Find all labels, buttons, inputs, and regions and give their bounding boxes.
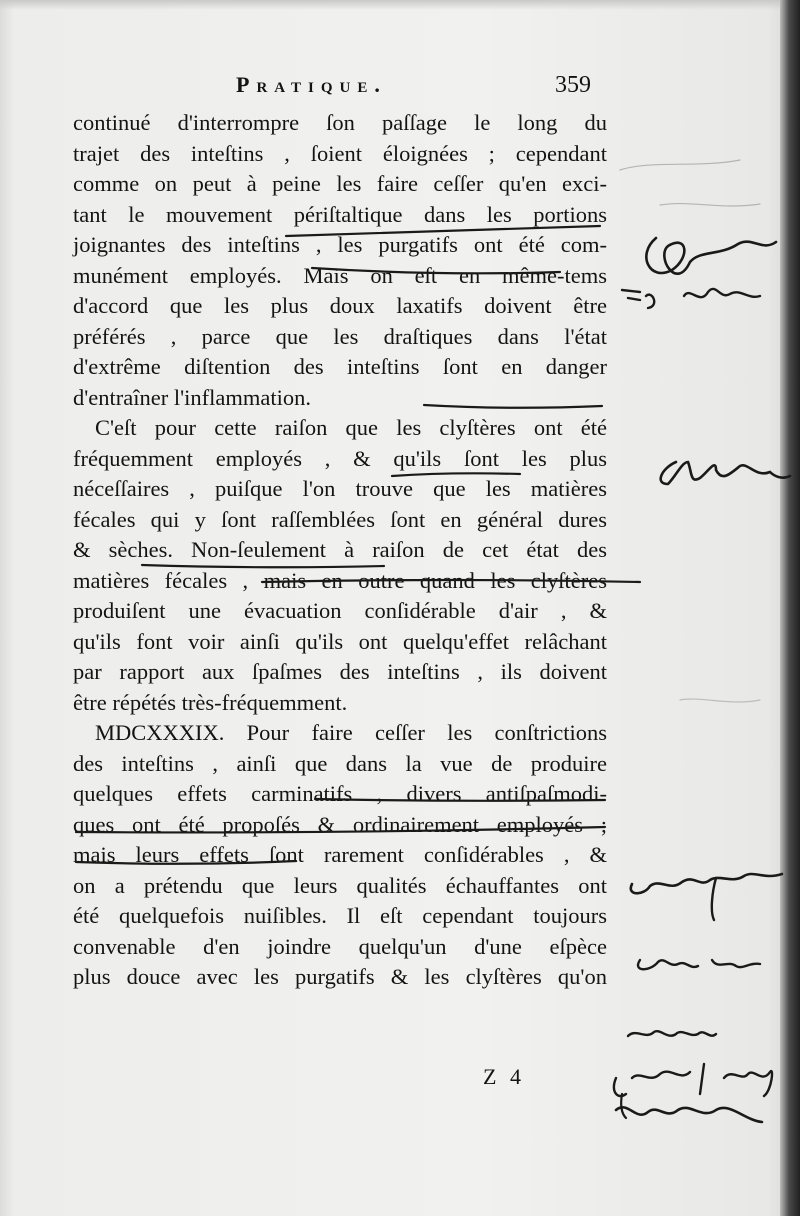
text-line: qu'ils font voir ainſi qu'ils ont quelqu'effet relâchant [73, 628, 607, 654]
text-line: d'entraîner l'inflammation. [73, 384, 312, 410]
text-line: munément employés. Mais on eſt en même-tems [73, 262, 607, 288]
binding-edge [780, 0, 800, 1216]
text-line: d'extrême diſtention des inteſtins ſont en danger [73, 354, 607, 379]
margin-scribble [628, 1031, 716, 1036]
page-top-shadow [0, 0, 780, 10]
text-line: quelques effets carminatifs , divers antiſpaſmodi- [73, 781, 607, 806]
margin-scribble [646, 238, 776, 274]
text-line: des inteſtins , ainſi que dans la vue de produire [73, 750, 607, 776]
text-line: convenable d'en joindre quelqu'un d'une eſpèce [73, 933, 607, 959]
text-line: plus douce avec les purgatifs & les clyſtères qu'on [73, 964, 607, 989]
text-line: MDCXXXIX. Pour faire ceſſer les conſtrictions [95, 720, 607, 745]
text-line: tant le mouvement périſtaltique dans les portions [73, 201, 607, 227]
text-line: fécales qui y ſont raſſemblées ſont en général dures [73, 506, 607, 532]
margin-scribble [684, 289, 760, 297]
text-line: ques ont été propoſés & ordinairement employés ; [73, 811, 607, 837]
margin-scribble [616, 1107, 762, 1122]
margin-scribble [638, 960, 760, 969]
margin-scribble [680, 699, 760, 702]
margin-scribble [614, 1064, 772, 1096]
running-head: Pratique. [236, 72, 387, 97]
text-line: on a prétendu que leurs qualités échauffantes ont [73, 872, 607, 898]
text-line: fréquemment employés , & qu'ils ſont les plus [73, 445, 607, 471]
text-line: être répétés très-fréquemment. [73, 689, 348, 715]
margin-scribble [712, 878, 716, 920]
text-line: matières fécales , mais en outre quand les clyſtères [73, 567, 607, 593]
text-line: préférés , parce que les draſtiques dans l'état [73, 323, 607, 349]
text-line: été quelquefois nuiſibles. Il eſt cependant toujours [73, 903, 607, 928]
text-line: & sèches. Non-ſeulement à raiſon de cet état des [73, 537, 607, 562]
margin-scribble [621, 1094, 626, 1118]
text-line: néceſſaires , puiſque l'on trouve que les matières [73, 476, 607, 501]
text-line: d'accord que les plus doux laxatifs doivent être [73, 293, 607, 318]
text-line: mais leurs effets ſont rarement conſidérables , & [73, 842, 607, 867]
text-line: produiſent une évacuation conſidérable d'air , & [73, 598, 607, 623]
margin-scribble [631, 874, 782, 893]
body-text [73, 108, 607, 993]
text-line: trajet des inteſtins , ſoient éloignées ; cependant [73, 140, 607, 166]
margin-scribble [622, 290, 654, 308]
text-line: continué d'interrompre ſon paſſage le long du [73, 110, 607, 135]
text-line: C'eſt pour cette raiſon que les clyſtères ont été [95, 415, 607, 440]
text-line: par rapport aux ſpaſmes des inteſtins , ils doivent [73, 659, 607, 684]
margin-scribble [620, 160, 740, 170]
signature-mark: Z 4 [483, 1064, 525, 1089]
text-line: comme on peut à peine les faire ceſſer qu'en exci- [73, 171, 607, 196]
margin-scribble [661, 462, 790, 484]
text-line: joignantes des inteſtins , les purgatifs ont été com- [73, 232, 607, 257]
page-number: 359 [555, 72, 591, 98]
margin-scribble [660, 204, 760, 206]
